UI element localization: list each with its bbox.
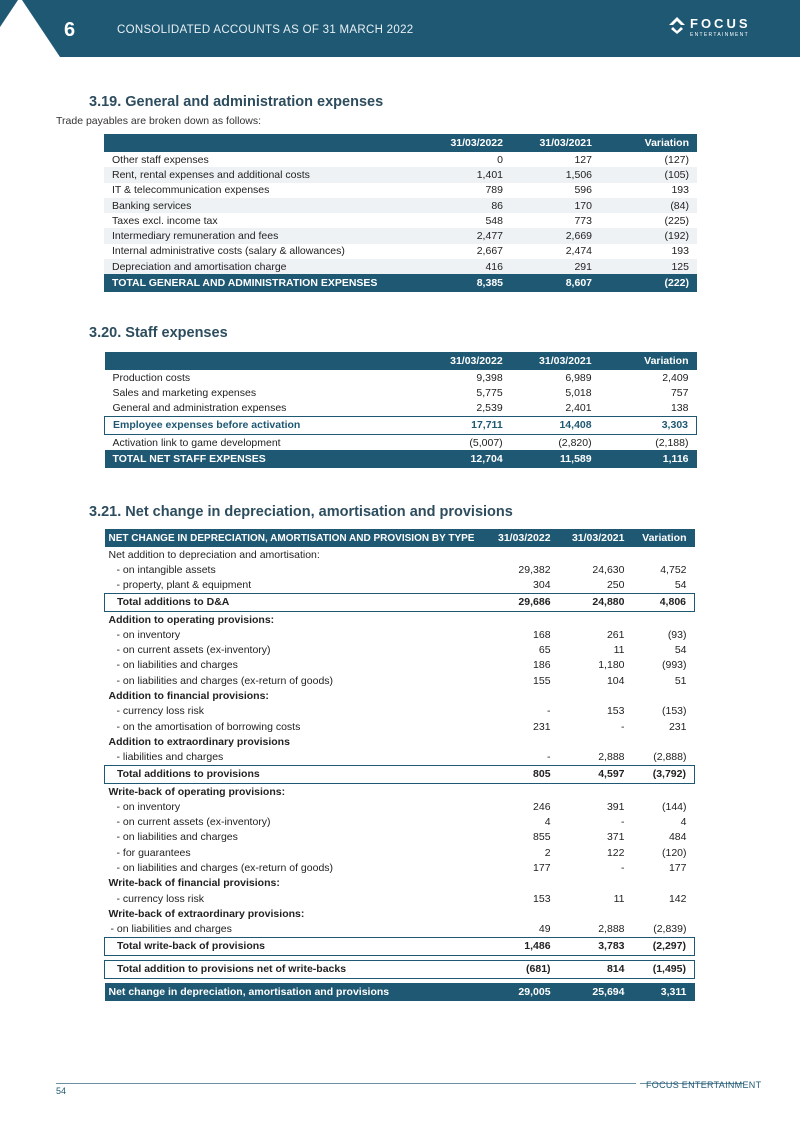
row-value: 391 (606, 800, 625, 813)
row-label: - on intangible assets (116, 563, 216, 576)
row-value (629, 734, 695, 749)
table-staff-expenses (104, 352, 697, 468)
row-value: - (621, 861, 625, 874)
row-value: (3,792) (629, 765, 695, 783)
logo-icon (668, 16, 686, 34)
row-value: 12,704 (404, 450, 511, 468)
row-value: (222) (600, 274, 697, 292)
row-value: 250 (606, 579, 625, 592)
row-value: 193 (671, 184, 689, 197)
row-value: (2,839) (653, 923, 687, 936)
logo-word: FOCUS (690, 16, 751, 31)
row-label: Write-back of extraordinary provisions: (108, 907, 305, 920)
row-value: 3,303 (600, 416, 697, 434)
row-value: - (621, 720, 625, 733)
table-row (104, 259, 697, 274)
chapter-number: 6 (64, 19, 76, 41)
table-row (105, 434, 697, 450)
column-header: Variation (600, 134, 697, 152)
row-value (629, 688, 695, 703)
table-row (105, 830, 695, 845)
row-value: 4,752 (660, 563, 687, 576)
table-row (104, 228, 697, 243)
column-header: 31/03/2022 (404, 134, 511, 152)
row-label: TOTAL GENERAL AND ADMINISTRATION EXPENSES (104, 274, 404, 292)
row-value: 2,474 (565, 245, 592, 258)
row-value: (681) (484, 960, 555, 978)
row-value: (5,007) (469, 436, 503, 449)
row-value: 186 (533, 659, 551, 672)
group-heading-row (105, 688, 695, 703)
column-header: NET CHANGE IN DEPRECIATION, AMORTISATION AND PROVISION BY TYPE (105, 529, 484, 547)
row-label: Total additions to provisions (105, 765, 484, 783)
row-value: 231 (668, 720, 687, 733)
row-label: - currency loss risk (116, 705, 205, 718)
row-label: Depreciation and amortisation charge (104, 259, 404, 274)
row-value: (120) (661, 846, 687, 859)
row-value: (993) (661, 659, 687, 672)
group-heading-row (105, 734, 695, 749)
row-value (555, 783, 629, 799)
group-heading-row (105, 906, 695, 921)
row-label: - currency loss risk (116, 892, 205, 905)
table-row (105, 845, 695, 860)
row-value: 153 (533, 892, 551, 905)
row-value: (2,820) (558, 436, 592, 449)
column-header: 31/03/2021 (555, 529, 629, 547)
row-value (629, 876, 695, 891)
table-row (104, 198, 697, 213)
row-label: - on liabilities and charges (116, 831, 238, 844)
row-label: Net addition to depreciation and amortisation: (108, 548, 320, 561)
row-value: 54 (674, 579, 687, 592)
row-value: 5,018 (565, 386, 592, 399)
row-value: 2,477 (404, 228, 511, 243)
row-label: Addition to operating provisions: (108, 613, 275, 626)
row-label: Total addition to provisions net of write-backs (105, 960, 484, 978)
table-row (105, 799, 695, 814)
table-header-row (104, 134, 697, 152)
row-value: - (547, 705, 551, 718)
row-value: 127 (574, 153, 592, 166)
row-value (555, 734, 629, 749)
row-value: 2,667 (476, 245, 503, 258)
table-row (104, 152, 697, 167)
row-value (484, 547, 555, 562)
row-value: 17,711 (404, 416, 511, 434)
row-value: 1,180 (598, 659, 625, 672)
table-row (105, 814, 695, 829)
row-value (555, 547, 629, 562)
row-value: 86 (404, 198, 511, 213)
row-value: (2,188) (655, 436, 689, 449)
row-value: 104 (606, 674, 625, 687)
table-row (105, 627, 695, 642)
row-value: 814 (555, 960, 629, 978)
row-value: 11 (613, 892, 625, 905)
row-label: - on liabilities and charges (ex-return of goods) (116, 674, 334, 687)
row-label: - on liabilities and charges (116, 659, 238, 672)
group-heading-row (105, 783, 695, 799)
footer-divider (56, 1083, 636, 1084)
column-header (104, 134, 404, 152)
row-value: 484 (668, 831, 687, 844)
column-header: 31/03/2022 (484, 529, 555, 547)
subtotal-row (105, 765, 695, 783)
row-value: 0 (497, 153, 503, 166)
row-label: - property, plant & equipment (116, 579, 252, 592)
row-value: 177 (668, 861, 687, 874)
row-value: 371 (606, 831, 625, 844)
row-value (484, 734, 555, 749)
row-value: 291 (511, 259, 600, 274)
row-value: (144) (661, 800, 687, 813)
row-value: (2,297) (629, 937, 695, 955)
table-row (105, 562, 695, 577)
row-label: Internal administrative costs (salary & allowances) (112, 245, 345, 258)
column-header: Variation (629, 529, 695, 547)
row-label: Write-back of financial provisions: (108, 877, 280, 890)
row-label: Other staff expenses (112, 153, 209, 166)
row-label: - on liabilities and charges (ex-return of goods) (116, 861, 334, 874)
row-value: 11 (613, 644, 625, 657)
row-value: 2,401 (565, 402, 592, 415)
table-row (105, 642, 695, 657)
subtotal-row (105, 416, 697, 434)
row-value: 416 (404, 259, 511, 274)
row-label: Activation link to game development (112, 436, 281, 449)
row-value: (1,495) (629, 960, 695, 978)
row-value: 789 (485, 184, 503, 197)
row-value: 155 (533, 674, 551, 687)
row-value: - (621, 816, 625, 829)
table-header-row (105, 529, 695, 547)
row-label: Addition to extraordinary provisions (108, 735, 290, 748)
row-value (484, 876, 555, 891)
row-value: 25,694 (555, 983, 629, 1001)
row-value: 125 (600, 259, 697, 274)
row-label: - on current assets (ex-inventory) (116, 816, 271, 829)
row-value (484, 783, 555, 799)
table-row (104, 213, 697, 228)
row-value: 54 (674, 644, 687, 657)
row-value: 29,382 (518, 563, 551, 576)
row-label: Intermediary remuneration and fees (104, 228, 404, 243)
row-value (484, 611, 555, 627)
total-row (105, 450, 697, 468)
row-value (629, 547, 695, 562)
row-value: 4 (680, 816, 687, 829)
row-label: General and administration expenses (112, 402, 287, 415)
row-value: 548 (485, 214, 503, 227)
row-value: 9,398 (476, 371, 503, 384)
row-value: 246 (533, 800, 551, 813)
table-row (105, 578, 695, 594)
subtotal-row (105, 960, 695, 978)
row-label: Taxes excl. income tax (112, 214, 218, 227)
row-value: 5,775 (476, 386, 503, 399)
row-value: 1,486 (484, 937, 555, 955)
row-label: Banking services (104, 198, 404, 213)
row-value: 2,669 (511, 228, 600, 243)
row-label: - on current assets (ex-inventory) (116, 644, 271, 657)
row-value: 65 (538, 644, 551, 657)
row-value: 231 (533, 720, 551, 733)
row-value: (84) (600, 198, 697, 213)
row-label: Write-back of operating provisions: (108, 785, 286, 798)
table-row (105, 750, 695, 766)
row-label: Production costs (112, 371, 191, 384)
table-row (105, 385, 697, 400)
page-number: 54 (56, 1086, 67, 1096)
table-row (104, 183, 697, 198)
table-row (105, 719, 695, 734)
row-value: 757 (670, 386, 689, 399)
row-value: 855 (533, 831, 551, 844)
row-value: 805 (484, 765, 555, 783)
row-value: 3,311 (629, 983, 695, 1001)
row-label: Rent, rental expenses and additional costs (104, 167, 404, 182)
column-header (105, 352, 404, 370)
column-header: 31/03/2021 (511, 352, 600, 370)
group-heading-row (105, 876, 695, 891)
row-label: TOTAL NET STAFF EXPENSES (105, 450, 404, 468)
row-value: 2,888 (598, 923, 625, 936)
row-value: 2,539 (476, 402, 503, 415)
table-header-row (105, 352, 697, 370)
page-header (0, 0, 800, 57)
row-value: (105) (600, 167, 697, 182)
row-value: 8,607 (511, 274, 600, 292)
row-value: 4 (544, 816, 551, 829)
row-label: Sales and marketing expenses (112, 386, 257, 399)
row-value: 4,597 (555, 765, 629, 783)
row-value: 1,116 (600, 450, 697, 468)
row-value: 142 (668, 892, 687, 905)
row-value: (192) (600, 228, 697, 243)
column-header: 31/03/2022 (404, 352, 511, 370)
column-header: 31/03/2021 (511, 134, 600, 152)
row-value: 177 (533, 861, 551, 874)
row-value: 168 (533, 628, 551, 641)
row-label: - liabilities and charges (116, 751, 224, 764)
row-value (555, 876, 629, 891)
row-value: (225) (664, 214, 689, 227)
row-value (555, 688, 629, 703)
section-title-3-21: 3.21. Net change in depreciation, amortisation and provisions (89, 504, 513, 520)
row-value: 1,401 (404, 167, 511, 182)
row-value: 2,888 (598, 751, 625, 764)
row-value: 773 (574, 214, 592, 227)
row-label: - on liabilities and charges (110, 923, 232, 936)
header-title: CONSOLIDATED ACCOUNTS AS OF 31 MARCH 2022 (117, 24, 414, 36)
table-row (104, 167, 697, 182)
row-label: IT & telecommunication expenses (112, 184, 270, 197)
row-value: 8,385 (404, 274, 511, 292)
row-label: Addition to financial provisions: (108, 690, 269, 703)
table-general-admin-expenses (104, 134, 697, 292)
row-value: 51 (674, 674, 687, 687)
table-row (105, 891, 695, 906)
row-value (555, 906, 629, 921)
row-label: Employee expenses before activation (105, 416, 404, 434)
row-value: 2 (544, 846, 551, 859)
row-label: Total write-back of provisions (105, 937, 484, 955)
group-heading-row (105, 611, 695, 627)
row-label: - on the amortisation of borrowing costs (116, 720, 301, 733)
table-row (105, 370, 697, 385)
table-row (105, 401, 697, 417)
row-value: 14,408 (511, 416, 600, 434)
row-label: - for guarantees (116, 846, 191, 859)
table-row (105, 547, 695, 562)
section-title-3-20: 3.20. Staff expenses (89, 325, 228, 341)
row-value (484, 906, 555, 921)
row-value: 170 (511, 198, 600, 213)
row-value: 122 (606, 846, 625, 859)
section-title-3-19: 3.19. General and administration expenses (89, 94, 384, 110)
row-value: 4,806 (629, 593, 695, 611)
table-row (104, 244, 697, 259)
row-value (629, 906, 695, 921)
row-value: 596 (574, 184, 592, 197)
table-row (105, 922, 695, 938)
row-value: (127) (664, 153, 689, 166)
row-value: 304 (533, 579, 551, 592)
table-row (105, 860, 695, 875)
table-net-change-provisions (104, 529, 695, 1001)
row-value: 153 (606, 705, 625, 718)
row-value: 138 (670, 402, 689, 415)
logo-subtitle: ENTERTAINMENT (690, 32, 749, 38)
row-value: (153) (661, 705, 687, 718)
section-intro-3-19: Trade payables are broken down as follows: (56, 115, 262, 127)
row-value: 2,409 (662, 371, 689, 384)
row-value: (93) (667, 628, 687, 641)
row-value: 11,589 (511, 450, 600, 468)
row-value (629, 783, 695, 799)
table-row (105, 704, 695, 719)
row-value: 6,989 (565, 371, 592, 384)
row-label: Total additions to D&A (105, 593, 484, 611)
row-value: 24,880 (555, 593, 629, 611)
row-label: Net change in depreciation, amortisation and provisions (105, 983, 484, 1001)
column-header: Variation (600, 352, 697, 370)
row-value (555, 611, 629, 627)
chapter-tab-shape (0, 0, 110, 57)
table-row (105, 658, 695, 673)
total-row (105, 983, 695, 1001)
row-value: 1,506 (511, 167, 600, 182)
row-value (629, 611, 695, 627)
row-value: 261 (606, 628, 625, 641)
row-value: 3,783 (555, 937, 629, 955)
row-value: (2,888) (653, 751, 687, 764)
row-value (484, 688, 555, 703)
subtotal-row (105, 593, 695, 611)
row-value: - (547, 751, 551, 764)
row-value: 193 (671, 245, 689, 258)
row-label: - on inventory (116, 800, 181, 813)
row-value: 24,630 (592, 563, 625, 576)
row-value: 29,005 (484, 983, 555, 1001)
row-value: 29,686 (484, 593, 555, 611)
row-value: 49 (538, 923, 551, 936)
table-row (105, 673, 695, 688)
total-row (104, 274, 697, 292)
row-label: - on inventory (116, 628, 181, 641)
footer-brand: FOCUS ENTERTAINMENT (646, 1080, 762, 1090)
subtotal-row (105, 937, 695, 955)
